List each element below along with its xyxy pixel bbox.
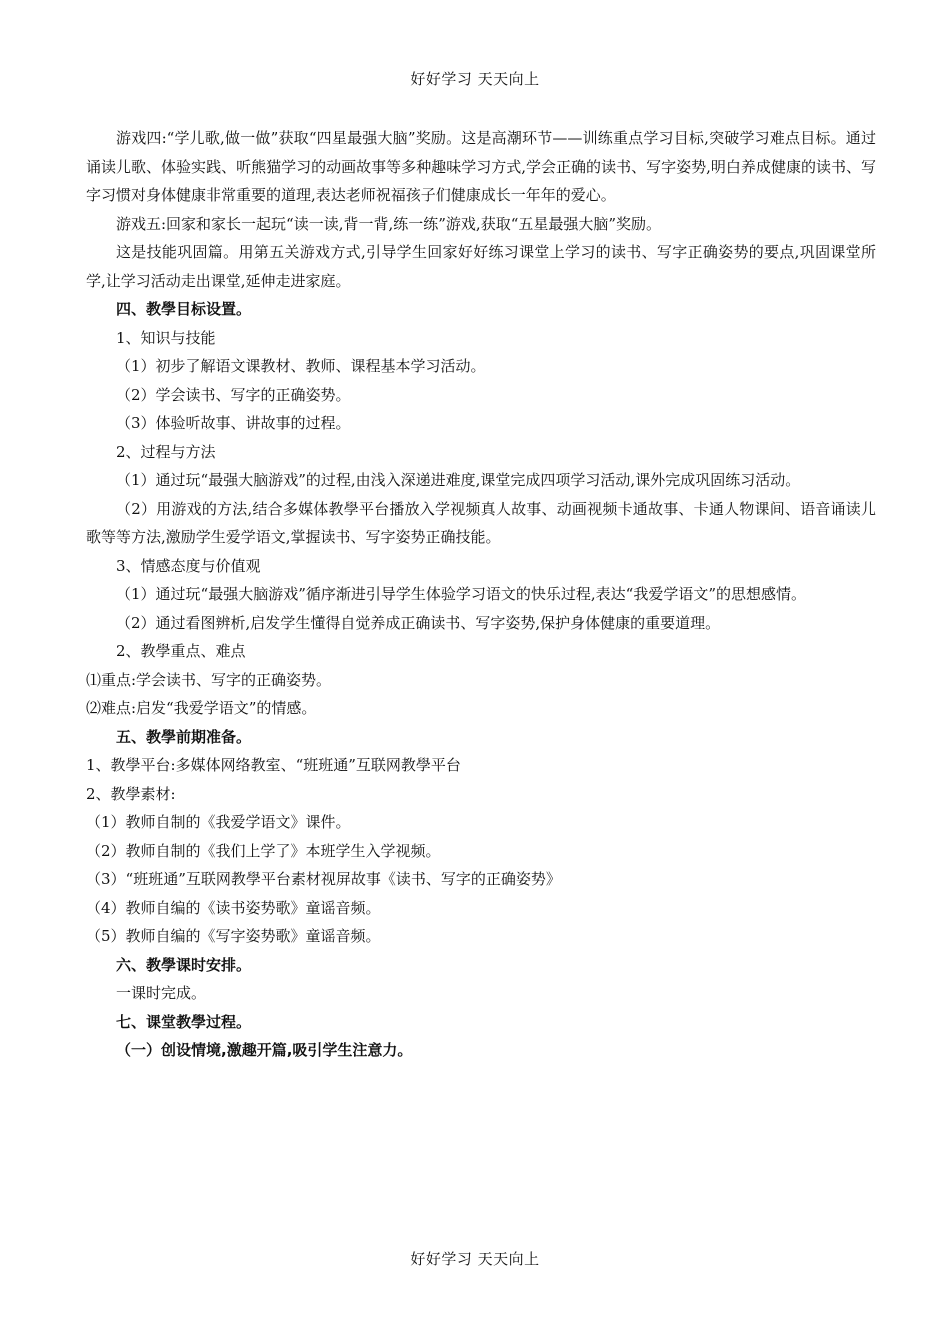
list-item: （2）通过看图辨析,启发学生懂得自觉养成正确读书、写字姿势,保护身体健康的重要道理。: [116, 613, 721, 632]
section-heading-process: 七、课堂教學过程。: [116, 1012, 252, 1031]
list-item: （1）通过玩“最强大脑游戏”循序渐进引导学生体验学习语文的快乐过程,表达“我爱学语文”的思想感情。: [116, 585, 806, 603]
subheading-process-method: 2、过程与方法: [116, 442, 216, 461]
section-heading-preparation: 五、教學前期准备。: [116, 727, 252, 746]
paragraph-game-five: 游戏五:回家和家长一起玩“读一读,背一背,练一练”游戏,获取“五星最强大脑”奖励。: [116, 214, 662, 233]
list-item: （1）初步了解语文课教材、教师、课程基本学习活动。: [116, 357, 486, 375]
paragraph-schedule: 一课时完成。: [116, 984, 207, 1002]
paragraph-skill-review: 这是技能巩固篇。用第五关游戏方式,引导学生回家好好练习课堂上学习的读书、写字正确姿势的要点,巩固课堂所学,让学习活动走出课堂,延伸走进家庭。: [86, 243, 876, 290]
list-item: （1）教师自制的《我爱学语文》课件。: [86, 813, 351, 831]
subheading-intro-step: （一）创设情境,激趣开篇,吸引学生注意力。: [116, 1041, 413, 1059]
list-item: 2、教學素材:: [86, 784, 176, 803]
paragraph-game-four: 游戏四:“学儿歌,做一做”获取“四星最强大脑”奖励。这是高潮环节——训练重点学习目标,突破学习难点目标。通过诵读儿歌、体验实践、听熊猫学习的动画故事等多种趣味学习方式,学会正确的读书、写字姿势,明白养成健康的读书、写字习惯对身体健康非常重要的道理,表达老师祝福孩子们健康成长一年年的爱心。: [86, 129, 876, 204]
list-item: （3）“班班通”互联网教學平台素材视屏故事《读书、写字的正确姿势》: [86, 870, 561, 888]
list-item: ⑴重点:学会读书、写字的正确姿势。: [86, 670, 332, 689]
list-item: （3）体验听故事、讲故事的过程。: [116, 414, 351, 432]
subheading-key-points: 2、教學重点、难点: [116, 642, 246, 660]
list-item: ⑵难点:启发“我爱学语文”的情感。: [86, 699, 317, 717]
list-item: （5）教师自编的《写字姿势歌》童谣音频。: [86, 927, 381, 945]
section-heading-objectives: 四、教學目标设置。: [116, 300, 252, 318]
subheading-emotion-values: 3、情感态度与价值观: [116, 556, 261, 575]
subheading-knowledge-skills: 1、知识与技能: [116, 328, 216, 347]
list-item: （2）学会读书、写字的正确姿势。: [116, 385, 351, 404]
page-footer: 好好学习 天天向上: [410, 1250, 540, 1268]
list-item: （2）教师自制的《我们上学了》本班学生入学视频。: [86, 841, 441, 860]
list-item: （1）通过玩“最强大脑游戏”的过程,由浅入深递进难度,课堂完成四项学习活动,课外完成巩固练习活动。: [116, 471, 801, 489]
list-item: 1、教學平台:多媒体网络教室、“班班通”互联网教學平台: [86, 756, 461, 774]
page-header: 好好学习 天天向上: [410, 70, 540, 88]
list-item: （4）教师自编的《读书姿势歌》童谣音频。: [86, 898, 381, 917]
list-item: （2）用游戏的方法,结合多媒体教學平台播放入学视频真人故事、动画视频卡通故事、卡通人物课间、语音诵读儿歌等等方法,激励学生爱学语文,掌握读书、写字姿势正确技能。: [86, 499, 876, 546]
document-body: [86, 124, 876, 1065]
section-heading-schedule: 六、教學课时安排。: [116, 955, 252, 974]
